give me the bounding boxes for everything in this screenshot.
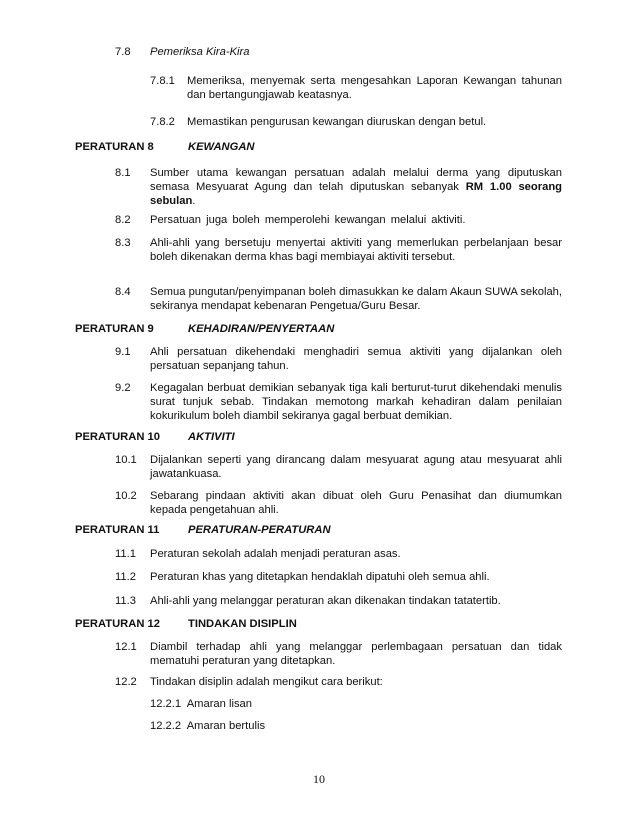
clause-number: 10.1 [115,454,137,466]
regulation-heading: PERATURAN 11 [75,524,160,536]
subsection-number: 7.8.1 [150,75,175,87]
subsection-text: Memeriksa, menyemak serta mengesahkan Laporan Kewangan tahunan dan bertangungjawab keatasnya. [187,75,562,101]
clause-number: 8.2 [115,214,131,226]
clause-text: Peraturan sekolah adalah menjadi peraturan asas. [150,548,401,560]
regulation-title: TINDAKAN DISIPLIN [188,618,297,630]
clause-text: Semua pungutan/penyimpanan boleh dimasukkan ke dalam Akaun SUWA sekolah, sekiranya mendapat kebenaran Pengetua/Guru Besar. [150,286,562,312]
clause-text: Sebarang pindaan aktiviti akan dibuat oleh Guru Penasihat dan diumumkan kepada pengetahuan ahli. [150,490,562,516]
clause-number: 11.3 [115,595,136,607]
regulation-heading: PERATURAN 12 [75,618,160,630]
regulation-title: KEHADIRAN/PENYERTAAN [188,323,335,335]
subsection-number: 7.8.2 [150,116,175,128]
sub-clause: 12.2.2 Amaran bertulis [150,720,266,732]
clause-text: Sumber utama kewangan persatuan adalah melalui derma yang diputuskan semasa Mesyuarat Agung dan telah diputuskan sebanyak RM 1.00 seorang sebulan. [150,167,562,207]
clause-number: 11.2 [115,571,136,583]
clause-number: 12.1 [115,641,137,653]
clause-text: Tindakan disiplin adalah mengikut cara berikut: [150,676,383,688]
regulation-title: PERATURAN-PERATURAN [188,524,331,536]
sub-clause: 12.2.1 Amaran lisan [150,698,252,710]
clause-text: Persatuan juga boleh memperolehi kewangan melalui aktiviti. [150,214,466,226]
clause-number: 8.3 [115,237,131,249]
subsection-text: Memastikan pengurusan kewangan diuruskan dengan betul. [187,116,487,128]
regulation-title: KEWANGAN [188,141,255,153]
clause-number: 9.2 [115,382,131,394]
clause-text: Ahli persatuan dikehendaki menghadiri semua aktiviti yang dijalankan oleh persatuan sepanjang tahun. [150,346,562,372]
clause-number: 11.1 [115,548,136,560]
regulation-heading: PERATURAN 10 [75,431,160,443]
contribution-amount: RM 1.00 seorang sebulan [150,181,562,207]
clause-text: Kegagalan berbuat demikian sebanyak tiga kali berturut-turut dikehendaki menulis surat tunjuk sebab. Tindakan memotong markah kehadiran dalam penilaian kokurikulum boleh diambil sekiranya gagal berbuat demikian. [150,382,562,422]
clause-text: Ahli-ahli yang melanggar peraturan akan dikenakan tindakan tatatertib. [150,595,501,607]
clause-text: Dijalankan seperti yang dirancang dalam mesyuarat agung atau mesyuarat ahli jawatankuasa. [150,454,562,480]
regulation-title: AKTIVITI [188,431,235,443]
clause-text: Ahli-ahli yang bersetuju menyertai aktiviti yang memerlukan perbelanjaan besar boleh dikenakan derma khas bagi membiayai aktiviti tersebut. [150,237,562,263]
section-number: 7.8 [115,46,131,58]
clause-text: Diambil terhadap ahli yang melanggar perlembagaan persatuan dan tidak mematuhi peraturan yang ditetapkan. [150,641,562,667]
section-title: Pemeriksa Kira-Kira [150,46,250,58]
clause-text: Peraturan khas yang ditetapkan hendaklah dipatuhi oleh semua ahli. [150,571,490,583]
regulation-heading: PERATURAN 8 [75,141,154,153]
regulation-heading: PERATURAN 9 [75,323,154,335]
clause-number: 8.1 [115,167,131,179]
clause-number: 8.4 [115,286,131,298]
page-number: 10 [313,772,325,786]
clause-number: 12.2 [115,676,137,688]
clause-number: 9.1 [115,346,131,358]
clause-number: 10.2 [115,490,137,502]
